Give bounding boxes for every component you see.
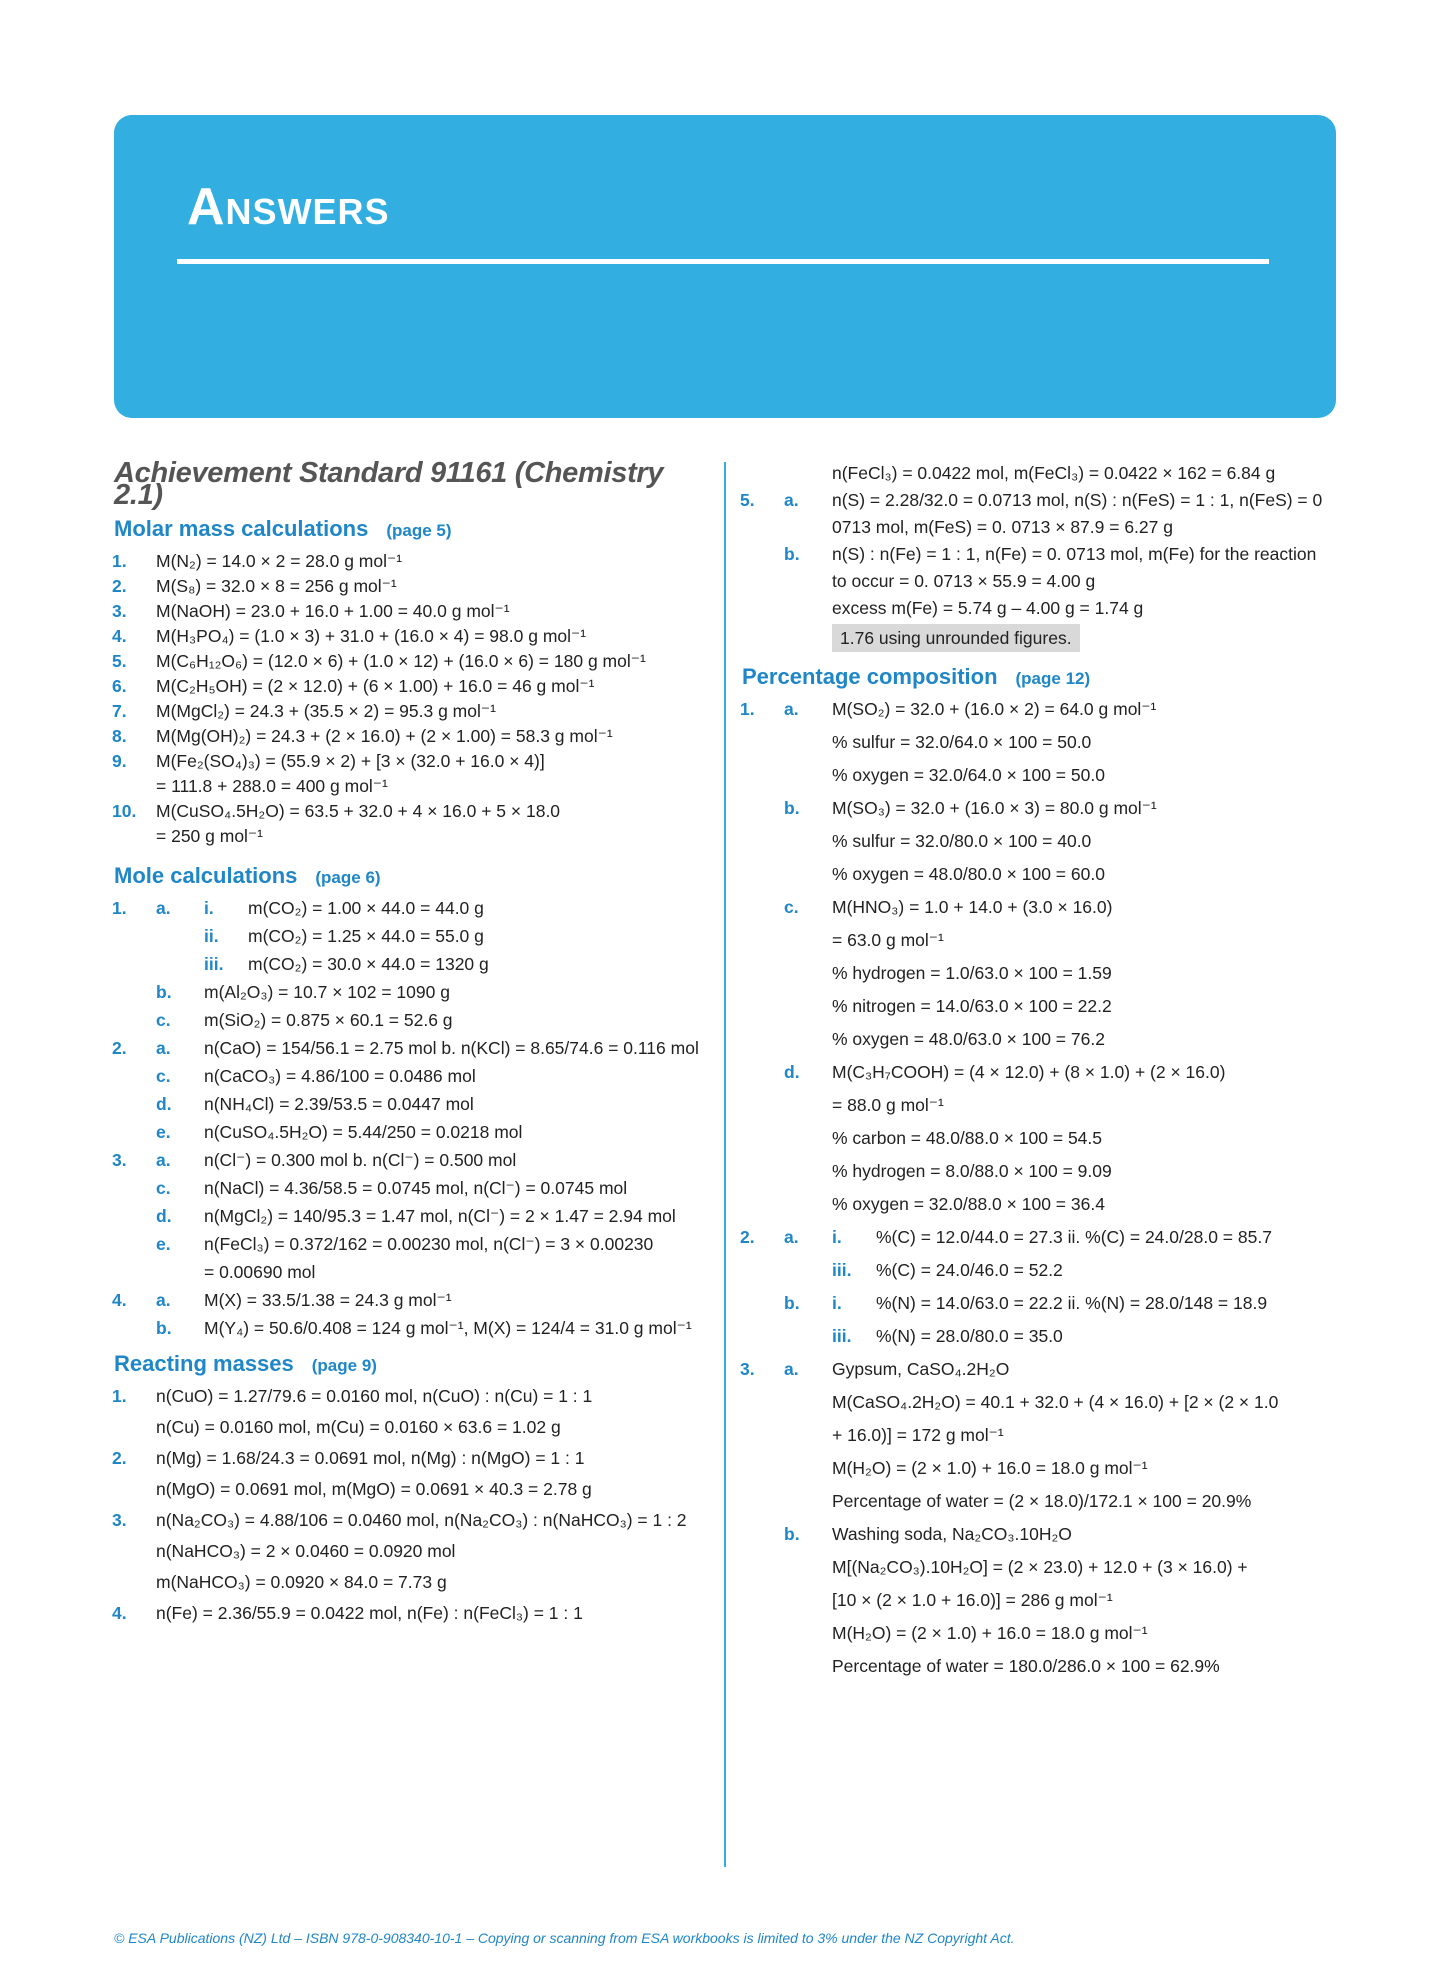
answer-row — [740, 489, 1340, 511]
answer-text: + 16.0)] = 172 g mol⁻¹ — [832, 1425, 1004, 1445]
answer-text: M(C₂H₅OH) = (2 × 12.0) + (6 × 1.00) + 16.0 = 46 g mol⁻¹ — [156, 676, 595, 696]
answer-text: % hydrogen = 8.0/88.0 × 100 = 9.09 — [832, 1161, 1112, 1181]
answer-text: M(C₃H₇COOH) = (4 × 12.0) + (8 × 1.0) + (2 × 16.0) — [832, 1062, 1226, 1082]
answer-row — [740, 1622, 1340, 1644]
part-letter: b. — [156, 982, 172, 1002]
page-ref: (page 6) — [315, 868, 381, 887]
answer-text: Washing soda, Na₂CO₃.10H₂O — [832, 1524, 1072, 1544]
part-letter: d. — [784, 1062, 800, 1082]
answer-text: n(MgO) = 0.0691 mol, m(MgO) = 0.0691 × 40.3 = 2.78 g — [156, 1479, 592, 1499]
answer-row — [112, 725, 712, 747]
answer-row — [740, 797, 1340, 819]
answer-text: % nitrogen = 14.0/63.0 × 100 = 22.2 — [832, 996, 1112, 1016]
question-number: 3. — [112, 1510, 127, 1530]
answer-text: Percentage of water = (2 × 18.0)/172.1 × 100 = 20.9% — [832, 1491, 1252, 1511]
answer-row — [112, 800, 712, 822]
answer-row — [112, 925, 712, 947]
subpart-numeral: iii. — [832, 1326, 852, 1346]
answer-row — [112, 650, 712, 672]
answer-row — [112, 700, 712, 722]
question-number: 9. — [112, 751, 127, 771]
answer-text: n(FeCl₃) = 0.372/162 = 0.00230 mol, n(Cl⁻) = 3 × 0.00230 — [204, 1234, 654, 1254]
answer-text: % oxygen = 32.0/64.0 × 100 = 50.0 — [832, 765, 1105, 785]
answer-text: [10 × (2 × 1.0 + 16.0)] = 286 g mol⁻¹ — [832, 1590, 1113, 1610]
answer-text: M(Y₄) = 50.6/0.408 = 124 g mol⁻¹, M(X) = 124/4 = 31.0 g mol⁻¹ — [204, 1318, 692, 1338]
answer-row — [740, 1028, 1340, 1050]
answer-text: %(N) = 28.0/80.0 = 35.0 — [876, 1326, 1063, 1346]
answer-row — [112, 1416, 712, 1438]
question-number: 2. — [740, 1227, 755, 1247]
question-number: 2. — [112, 1448, 127, 1468]
part-letter: a. — [784, 1359, 799, 1379]
answer-text: M(MgCl₂) = 24.3 + (35.5 × 2) = 95.3 g mol⁻¹ — [156, 701, 496, 721]
question-number: 4. — [112, 1603, 127, 1623]
answer-text: n(Cu) = 0.0160 mol, m(Cu) = 0.0160 × 63.6 = 1.02 g — [156, 1417, 561, 1437]
answer-text: M[(Na₂CO₃).10H₂O] = (2 × 23.0) + 12.0 + (3 × 16.0) + — [832, 1557, 1248, 1577]
part-letter: b. — [784, 544, 800, 564]
answer-text: m(CO₂) = 1.25 × 44.0 = 55.0 g — [248, 926, 484, 946]
continued-list — [740, 462, 1340, 619]
answer-text: M(SO₂) = 32.0 + (16.0 × 2) = 64.0 g mol⁻¹ — [832, 699, 1157, 719]
question-number: 7. — [112, 701, 127, 721]
answer-row — [740, 1160, 1340, 1182]
standard-heading: Achievement Standard 91161 (Chemistry 2.1) — [114, 457, 664, 511]
subpart-numeral: ii. — [204, 926, 219, 946]
answer-row — [740, 1259, 1340, 1281]
subpart-numeral: i. — [832, 1293, 842, 1313]
answer-text: n(MgCl₂) = 140/95.3 = 1.47 mol, n(Cl⁻) = 2 × 1.47 = 2.94 mol — [204, 1206, 676, 1226]
reacting-list — [112, 1385, 712, 1624]
answer-row — [112, 825, 712, 847]
answer-row — [112, 1289, 712, 1311]
answer-text: n(NaHCO₃) = 2 × 0.0460 = 0.0920 mol — [156, 1541, 456, 1561]
question-number: 2. — [112, 576, 127, 596]
answer-row — [112, 1478, 712, 1500]
answer-row — [740, 1226, 1340, 1248]
section-heading-molar — [114, 518, 712, 542]
part-letter: a. — [784, 1227, 799, 1247]
answer-row — [112, 1065, 712, 1087]
question-number: 10. — [112, 801, 137, 821]
answer-text: % sulfur = 32.0/80.0 × 100 = 40.0 — [832, 831, 1092, 851]
answer-text: % oxygen = 48.0/63.0 × 100 = 76.2 — [832, 1029, 1105, 1049]
answer-text: m(CO₂) = 1.00 × 44.0 = 44.0 g — [248, 898, 484, 918]
answer-row — [112, 1385, 712, 1407]
page-ref: (page 12) — [1015, 669, 1091, 688]
answer-row — [740, 995, 1340, 1017]
answer-text: n(FeCl₃) = 0.0422 mol, m(FeCl₃) = 0.0422 × 162 = 6.84 g — [832, 463, 1276, 483]
part-letter: d. — [156, 1206, 172, 1226]
answer-row — [112, 1509, 712, 1531]
question-number: 4. — [112, 626, 127, 646]
part-letter: a. — [784, 699, 799, 719]
answer-text: m(CO₂) = 30.0 × 44.0 = 1320 g — [248, 954, 489, 974]
answer-text: M(SO₃) = 32.0 + (16.0 × 3) = 80.0 g mol⁻¹ — [832, 798, 1157, 818]
answer-row — [740, 1589, 1340, 1611]
question-number: 1. — [112, 1386, 127, 1406]
answer-text: M(NaOH) = 23.0 + 16.0 + 1.00 = 40.0 g mol⁻¹ — [156, 601, 510, 621]
answer-row — [740, 462, 1340, 484]
section-title: Molar mass calculations — [114, 516, 369, 541]
answer-row — [740, 543, 1340, 565]
answer-row — [740, 1358, 1340, 1380]
answer-text: % sulfur = 32.0/64.0 × 100 = 50.0 — [832, 732, 1092, 752]
question-number: 1. — [112, 898, 127, 918]
answer-row — [112, 897, 712, 919]
title-rule — [177, 259, 1269, 264]
subpart-numeral: iii. — [832, 1260, 852, 1280]
answer-row — [112, 550, 712, 572]
answer-row — [740, 597, 1340, 619]
answer-row — [740, 1061, 1340, 1083]
answer-text: % oxygen = 32.0/88.0 × 100 = 36.4 — [832, 1194, 1105, 1214]
answer-row — [112, 1093, 712, 1115]
answer-row — [740, 1424, 1340, 1446]
answer-row — [740, 863, 1340, 885]
answer-text: to occur = 0. 0713 × 55.9 = 4.00 g — [832, 571, 1096, 591]
page-title: Answers — [187, 178, 390, 236]
answer-row — [740, 1193, 1340, 1215]
note-row — [740, 624, 1340, 652]
answer-text: = 88.0 g mol⁻¹ — [832, 1095, 944, 1115]
answer-row — [112, 981, 712, 1003]
answer-row — [112, 1447, 712, 1469]
answer-row — [112, 1571, 712, 1593]
answer-text: M(Fe₂(SO₄)₃) = (55.9 × 2) + [3 × (32.0 + 16.0 × 4)] — [156, 751, 545, 771]
question-number: 8. — [112, 726, 127, 746]
answer-row — [740, 1127, 1340, 1149]
answer-row — [740, 1094, 1340, 1116]
answer-text: % carbon = 48.0/88.0 × 100 = 54.5 — [832, 1128, 1103, 1148]
part-letter: a. — [156, 898, 171, 918]
answer-row — [112, 1233, 712, 1255]
answer-row — [740, 1523, 1340, 1545]
part-letter: b. — [784, 1524, 800, 1544]
question-number: 6. — [112, 676, 127, 696]
answer-row — [740, 1292, 1340, 1314]
answer-row — [740, 1325, 1340, 1347]
molar-list — [112, 550, 712, 847]
answer-text: n(Cl⁻) = 0.300 mol b. n(Cl⁻) = 0.500 mol — [204, 1150, 517, 1170]
section-title: Mole calculations — [114, 863, 298, 888]
section-heading-percent — [742, 666, 1340, 690]
answer-text: M(H₂O) = (2 × 1.0) + 16.0 = 18.0 g mol⁻¹ — [832, 1623, 1148, 1643]
page-ref: (page 9) — [311, 1356, 377, 1375]
part-letter: b. — [784, 1293, 800, 1313]
answer-text: n(NH₄Cl) = 2.39/53.5 = 0.0447 mol — [204, 1094, 474, 1114]
answer-text: = 111.8 + 288.0 = 400 g mol⁻¹ — [156, 776, 388, 796]
part-letter: a. — [156, 1290, 171, 1310]
answer-text: M(H₂O) = (2 × 1.0) + 16.0 = 18.0 g mol⁻¹ — [832, 1458, 1148, 1478]
answer-row — [112, 750, 712, 772]
footer-copyright: © ESA Publications (NZ) Ltd – ISBN 978-0-908340-10-1 – Copying or scanning from ESA workbooks is limited to 3% under the NZ Copyright Act. — [114, 1930, 1015, 1946]
part-letter: c. — [156, 1010, 171, 1030]
answer-text: n(CaO) = 154/56.1 = 2.75 mol b. n(KCl) = 8.65/74.6 = 0.116 mol — [204, 1038, 699, 1058]
answer-text: % oxygen = 48.0/80.0 × 100 = 60.0 — [832, 864, 1105, 884]
part-letter: a. — [784, 490, 799, 510]
answer-text: 0713 mol, m(FeS) = 0. 0713 × 87.9 = 6.27 g — [832, 517, 1173, 537]
answer-row — [740, 1655, 1340, 1677]
answer-row — [740, 1556, 1340, 1578]
part-letter: b. — [784, 798, 800, 818]
answer-text: = 63.0 g mol⁻¹ — [832, 930, 944, 950]
answer-text: n(CaCO₃) = 4.86/100 = 0.0486 mol — [204, 1066, 476, 1086]
answer-row — [112, 1121, 712, 1143]
note-box: 1.76 using unrounded figures. — [832, 624, 1080, 652]
answer-row — [112, 953, 712, 975]
answer-row — [112, 1602, 712, 1624]
answer-row — [740, 896, 1340, 918]
answer-text: M(Mg(OH)₂) = 24.3 + (2 × 16.0) + (2 × 1.00) = 58.3 g mol⁻¹ — [156, 726, 613, 746]
part-letter: e. — [156, 1234, 171, 1254]
answer-text: n(Na₂CO₃) = 4.88/106 = 0.0460 mol, n(Na₂CO₃) : n(NaHCO₃) = 1 : 2 — [156, 1510, 687, 1530]
answer-row — [112, 1037, 712, 1059]
header-banner — [114, 115, 1336, 418]
question-number: 5. — [112, 651, 127, 671]
part-letter: a. — [156, 1038, 171, 1058]
section-title: Reacting masses — [114, 1351, 294, 1376]
answer-text: n(CuSO₄.5H₂O) = 5.44/250 = 0.0218 mol — [204, 1122, 523, 1142]
answer-text: = 250 g mol⁻¹ — [156, 826, 263, 846]
answer-text: M(X) = 33.5/1.38 = 24.3 g mol⁻¹ — [204, 1290, 452, 1310]
answer-text: n(Fe) = 2.36/55.9 = 0.0422 mol, n(Fe) : n(FeCl₃) = 1 : 1 — [156, 1603, 583, 1623]
answer-text: M(S₈) = 32.0 × 8 = 256 g mol⁻¹ — [156, 576, 397, 596]
answer-text: Gypsum, CaSO₄.2H₂O — [832, 1359, 1010, 1379]
answer-row — [112, 675, 712, 697]
subpart-numeral: iii. — [204, 954, 224, 974]
answer-row — [740, 516, 1340, 538]
subpart-numeral: i. — [832, 1227, 842, 1247]
answer-row — [112, 1205, 712, 1227]
part-letter: b. — [156, 1318, 172, 1338]
section-heading-mole — [114, 865, 712, 889]
answer-row — [740, 830, 1340, 852]
question-number: 4. — [112, 1290, 127, 1310]
part-letter: d. — [156, 1094, 172, 1114]
question-number: 1. — [112, 551, 127, 571]
answer-text: M(H₃PO₄) = (1.0 × 3) + 31.0 + (16.0 × 4) = 98.0 g mol⁻¹ — [156, 626, 587, 646]
answer-row — [740, 1490, 1340, 1512]
answer-text: m(NaHCO₃) = 0.0920 × 84.0 = 7.73 g — [156, 1572, 447, 1592]
answer-text: %(C) = 12.0/44.0 = 27.3 ii. %(C) = 24.0/28.0 = 85.7 — [876, 1227, 1272, 1247]
left-column — [112, 457, 712, 1633]
mole-list — [112, 897, 712, 1339]
question-number: 1. — [740, 699, 755, 719]
answer-text: %(N) = 14.0/63.0 = 22.2 ii. %(N) = 28.0/148 = 18.9 — [876, 1293, 1268, 1313]
answer-row — [112, 1540, 712, 1562]
answer-row — [112, 575, 712, 597]
answer-row — [112, 625, 712, 647]
answer-text: M(CaSO₄.2H₂O) = 40.1 + 32.0 + (4 × 16.0) + [2 × (2 × 1.0 — [832, 1392, 1279, 1412]
answer-row — [112, 1317, 712, 1339]
answer-row — [112, 775, 712, 797]
answer-row — [112, 1261, 712, 1283]
answer-row — [740, 698, 1340, 720]
answer-text: m(SiO₂) = 0.875 × 60.1 = 52.6 g — [204, 1010, 453, 1030]
percent-list — [740, 698, 1340, 1677]
answer-text: n(Mg) = 1.68/24.3 = 0.0691 mol, n(Mg) : n(MgO) = 1 : 1 — [156, 1448, 585, 1468]
answer-text: Percentage of water = 180.0/286.0 × 100 = 62.9% — [832, 1656, 1220, 1676]
question-number: 3. — [112, 1150, 127, 1170]
answer-text: m(Al₂O₃) = 10.7 × 102 = 1090 g — [204, 982, 450, 1002]
answer-text: n(S) : n(Fe) = 1 : 1, n(Fe) = 0. 0713 mol, m(Fe) for the reaction — [832, 544, 1317, 564]
answer-text: M(C₆H₁₂O₆) = (12.0 × 6) + (1.0 × 12) + (16.0 × 6) = 180 g mol⁻¹ — [156, 651, 646, 671]
column-divider — [724, 462, 726, 1867]
answer-row — [112, 1009, 712, 1031]
answer-text: M(HNO₃) = 1.0 + 14.0 + (3.0 × 16.0) — [832, 897, 1113, 917]
section-heading-reacting — [114, 1353, 712, 1377]
part-letter: a. — [156, 1150, 171, 1170]
answer-text: n(NaCl) = 4.36/58.5 = 0.0745 mol, n(Cl⁻) = 0.0745 mol — [204, 1178, 628, 1198]
answer-row — [740, 1457, 1340, 1479]
answer-row — [740, 962, 1340, 984]
question-number: 3. — [740, 1359, 755, 1379]
section-title: Percentage composition — [742, 664, 998, 689]
answer-row — [740, 570, 1340, 592]
subpart-numeral: i. — [204, 898, 214, 918]
answer-row — [112, 1177, 712, 1199]
part-letter: e. — [156, 1122, 171, 1142]
page-ref: (page 5) — [386, 521, 452, 540]
answer-text: n(S) = 2.28/32.0 = 0.0713 mol, n(S) : n(FeS) = 1 : 1, n(FeS) = 0 — [832, 490, 1323, 510]
answer-text: M(CuSO₄.5H₂O) = 63.5 + 32.0 + 4 × 16.0 + 5 × 18.0 — [156, 801, 561, 821]
answer-row — [740, 1391, 1340, 1413]
part-letter: c. — [156, 1066, 171, 1086]
question-number: 3. — [112, 601, 127, 621]
part-letter: c. — [784, 897, 799, 917]
answer-text: n(CuO) = 1.27/79.6 = 0.0160 mol, n(CuO) : n(Cu) = 1 : 1 — [156, 1386, 593, 1406]
answer-row — [740, 731, 1340, 753]
answer-text: M(N₂) = 14.0 × 2 = 28.0 g mol⁻¹ — [156, 551, 403, 571]
answer-row — [112, 1149, 712, 1171]
question-number: 2. — [112, 1038, 127, 1058]
part-letter: c. — [156, 1178, 171, 1198]
answer-text: % hydrogen = 1.0/63.0 × 100 = 1.59 — [832, 963, 1112, 983]
answer-row — [740, 929, 1340, 951]
answer-text: excess m(Fe) = 5.74 g – 4.00 g = 1.74 g — [832, 598, 1144, 618]
answer-text: = 0.00690 mol — [204, 1262, 316, 1282]
answer-row — [112, 600, 712, 622]
question-number: 5. — [740, 490, 755, 510]
answer-text: %(C) = 24.0/46.0 = 52.2 — [876, 1260, 1063, 1280]
answer-row — [740, 764, 1340, 786]
right-column — [740, 462, 1340, 1688]
